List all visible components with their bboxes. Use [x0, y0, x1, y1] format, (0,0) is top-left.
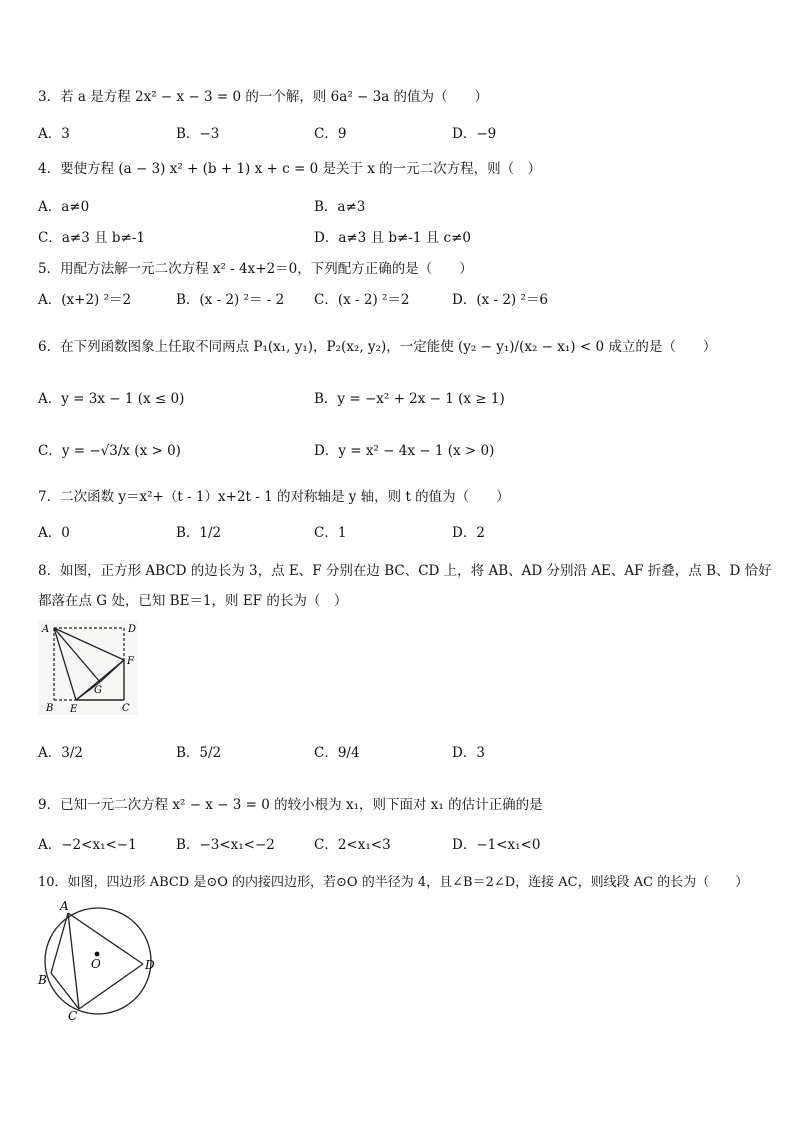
q6-option-a: A．y = 3x − 1 (x ≤ 0) — [38, 391, 185, 407]
q10-chord-bc — [51, 973, 79, 1009]
q9-option-d: D．−1<x₁<0 — [452, 837, 541, 853]
q7-option-c: C．1 — [314, 525, 347, 541]
q10-chord-cd — [79, 964, 143, 1009]
q4-option-b: B．a≠3 — [314, 199, 366, 215]
q8-option-b: B．5/2 — [176, 745, 222, 761]
q8-label-a: A — [42, 624, 50, 635]
q7-option-b: B．1/2 — [176, 525, 222, 541]
q8-option-c: C．9/4 — [314, 745, 360, 761]
q8-option-a: A．3/2 — [38, 745, 83, 761]
q8-label-c: C — [122, 703, 130, 714]
q9-option-c: C．2<x₁<3 — [314, 837, 391, 853]
q10-chord-ac — [68, 913, 79, 1009]
q7-option-d: D．2 — [452, 525, 485, 541]
q6-option-b: B．y = −x² + 2x − 1 (x ≥ 1) — [314, 391, 505, 407]
q9-stem: 9．已知一元二次方程 x² − x − 3 = 0 的较小根为 x₁，则下面对 x₁ 的估计正确的是 — [38, 797, 543, 813]
q8-stem-line2: 都落在点 G 处，已知 BE＝1，则 EF 的长为（ ） — [38, 593, 348, 609]
q8-stem-line1: 8．如图，正方形 ABCD 的边长为 3，点 E、F 分别在边 BC、CD 上，将 AB、AD 分别沿 AE、AF 折叠，点 B、D 恰好 — [38, 563, 772, 579]
q3-option-b: B．−3 — [176, 126, 220, 142]
q10-label-a: A — [60, 899, 69, 913]
q5-option-c: C．(x - 2) ²＝2 — [314, 292, 410, 308]
q5-stem: 5．用配方法解一元二次方程 x² - 4x+2＝0，下列配方正确的是（ ） — [38, 261, 473, 277]
q8-label-d: D — [128, 624, 137, 635]
q10-stem: 10．如图，四边形 ABCD 是⊙O 的内接四边形，若⊙O 的半径为 4，且∠B＝2∠D，连接 AC，则线段 AC 的长为（ ） — [38, 875, 749, 890]
q4-option-c: C．a≠3 且 b≠-1 — [38, 230, 145, 246]
q8-label-f: F — [127, 656, 134, 667]
q7-stem: 7．二次函数 y＝x²+（t - 1）x+2t - 1 的对称轴是 y 轴，则 t 的值为（ ） — [38, 489, 510, 505]
q5-option-d: D．(x - 2) ²＝6 — [452, 292, 548, 308]
q4-option-a: A．a≠0 — [38, 199, 90, 215]
q7-option-a: A．0 — [38, 525, 70, 541]
q6-option-c: C．y = −√3/x (x > 0) — [38, 443, 181, 459]
q3-option-a: A．3 — [38, 126, 70, 142]
q8-option-d: D．3 — [452, 745, 485, 761]
q8-label-e: E — [70, 704, 78, 715]
q3-stem: 3．若 a 是方程 2x² − x − 3 = 0 的一个解，则 6a² − 3a 的值为（ ） — [38, 89, 489, 105]
q10-center-dot — [95, 952, 100, 957]
q3-option-c: C．9 — [314, 126, 347, 142]
q9-option-a: A．−2<x₁<−1 — [38, 837, 137, 853]
q6-option-d: D．y = x² − 4x − 1 (x > 0) — [314, 443, 495, 459]
q4-option-d: D．a≠3 且 b≠-1 且 c≠0 — [314, 230, 472, 246]
q8-label-g: G — [94, 685, 102, 696]
q10-circle-figure — [36, 898, 162, 1022]
q5-option-b: B．(x - 2) ²＝ - 2 — [176, 292, 285, 308]
q10-label-d: D — [145, 958, 155, 972]
q8-square-figure — [38, 620, 138, 715]
q6-stem: 6．在下列函数图象上任取不同两点 P₁(x₁, y₁)，P₂(x₂, y₂)，一定能使 (y₂ − y₁)/(x₂ − x₁) < 0 成立的是（ ） — [38, 339, 717, 355]
q10-chord-ab — [51, 913, 68, 973]
q4-stem: 4．要使方程 (a − 3) x² + (b + 1) x + c = 0 是关于 x 的一元二次方程，则（ ） — [38, 161, 542, 177]
q10-label-b: B — [38, 973, 47, 987]
q10-label-o: O — [91, 957, 101, 971]
q8-label-b: B — [46, 703, 54, 714]
q5-option-a: A．(x+2) ²＝2 — [38, 292, 132, 308]
q10-label-c: C — [68, 1009, 78, 1022]
q9-option-b: B．−3<x₁<−2 — [176, 837, 275, 853]
q3-option-d: D．−9 — [452, 126, 497, 142]
